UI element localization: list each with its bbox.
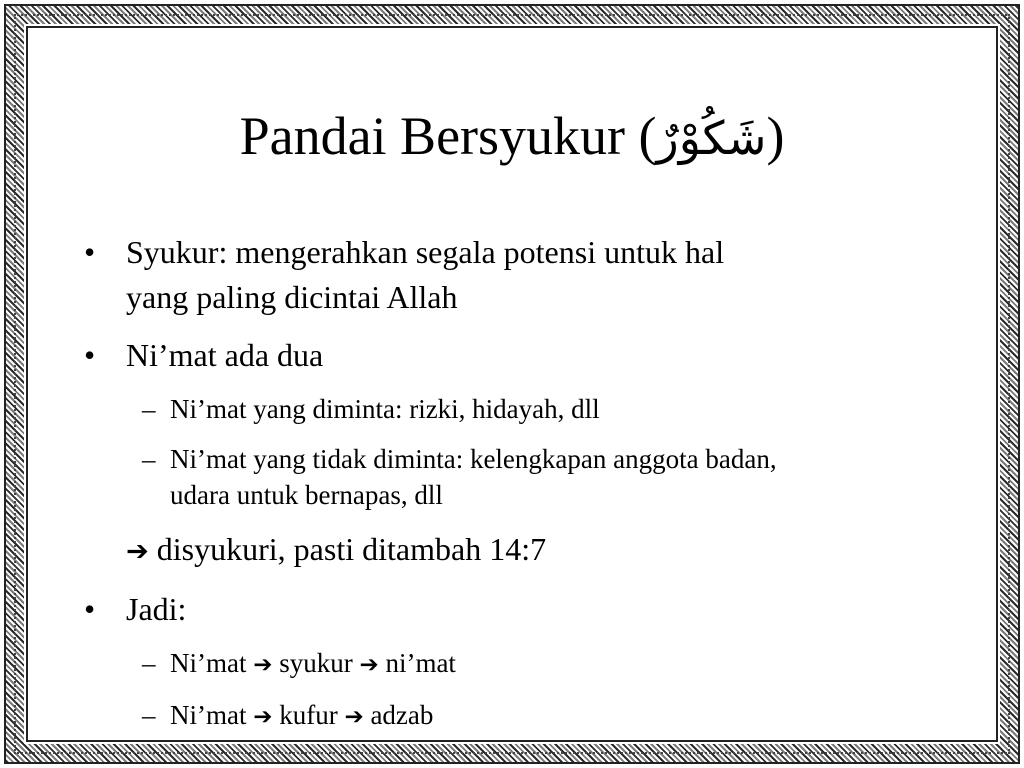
bullet-icon: • [84,591,96,627]
tidak-line1: Ni’mat yang tidak diminta: kelengkapan anggota badan, [170,444,777,474]
diminta-text: Ni’mat yang diminta: rizki, hidayah, dll [170,394,600,424]
dash-icon: – [142,648,156,678]
nimat-dua-text: Ni’mat ada dua [126,337,324,373]
sub-item-kufur-sequence [84,697,964,735]
sub-item-tidak-diminta [84,441,964,513]
arrow-right-icon: ➔ [344,704,364,730]
arrow-right-icon: ➔ [126,536,149,567]
seq2-part-c: adzab [363,700,434,730]
disyukuri-line [84,527,964,574]
bullet-icon: • [84,234,96,270]
arrow-right-icon: ➔ [253,652,273,678]
bullet-list [84,230,964,749]
jadi-text: Jadi: [126,591,187,627]
disyukuri-text: disyukuri, pasti ditambah 14:7 [148,531,547,567]
dash-icon: – [142,394,156,424]
title-text: Pandai Bersyukur ( [239,106,657,166]
list-item-jadi [84,587,964,632]
arrow-right-icon: ➔ [359,652,379,678]
sub-item-diminta [84,391,964,427]
dash-icon: – [142,700,156,730]
seq1-part-b: syukur [272,648,360,678]
syukur-line2: yang paling dicintai Allah [126,279,458,315]
sub-item-syukur-sequence [84,645,964,683]
seq2-part-b: kufur [272,700,345,730]
bullet-icon: • [84,337,96,373]
dash-icon: – [142,444,156,474]
tidak-line2: udara untuk bernapas, dll [170,480,443,510]
seq1-part-c: ni’mat [378,648,456,678]
slide-title [0,96,1024,178]
title-arabic: شَكُوْرٌ [656,111,767,165]
seq2-part-a: Ni’mat [170,700,254,730]
list-item-syukur [84,230,964,320]
title-close: ) [766,106,785,166]
seq1-part-a: Ni’mat [170,648,254,678]
syukur-line1: Syukur: mengerahkan segala potensi untuk hal [126,234,725,270]
list-item-nimat-dua [84,333,964,378]
arrow-right-icon: ➔ [253,704,273,730]
